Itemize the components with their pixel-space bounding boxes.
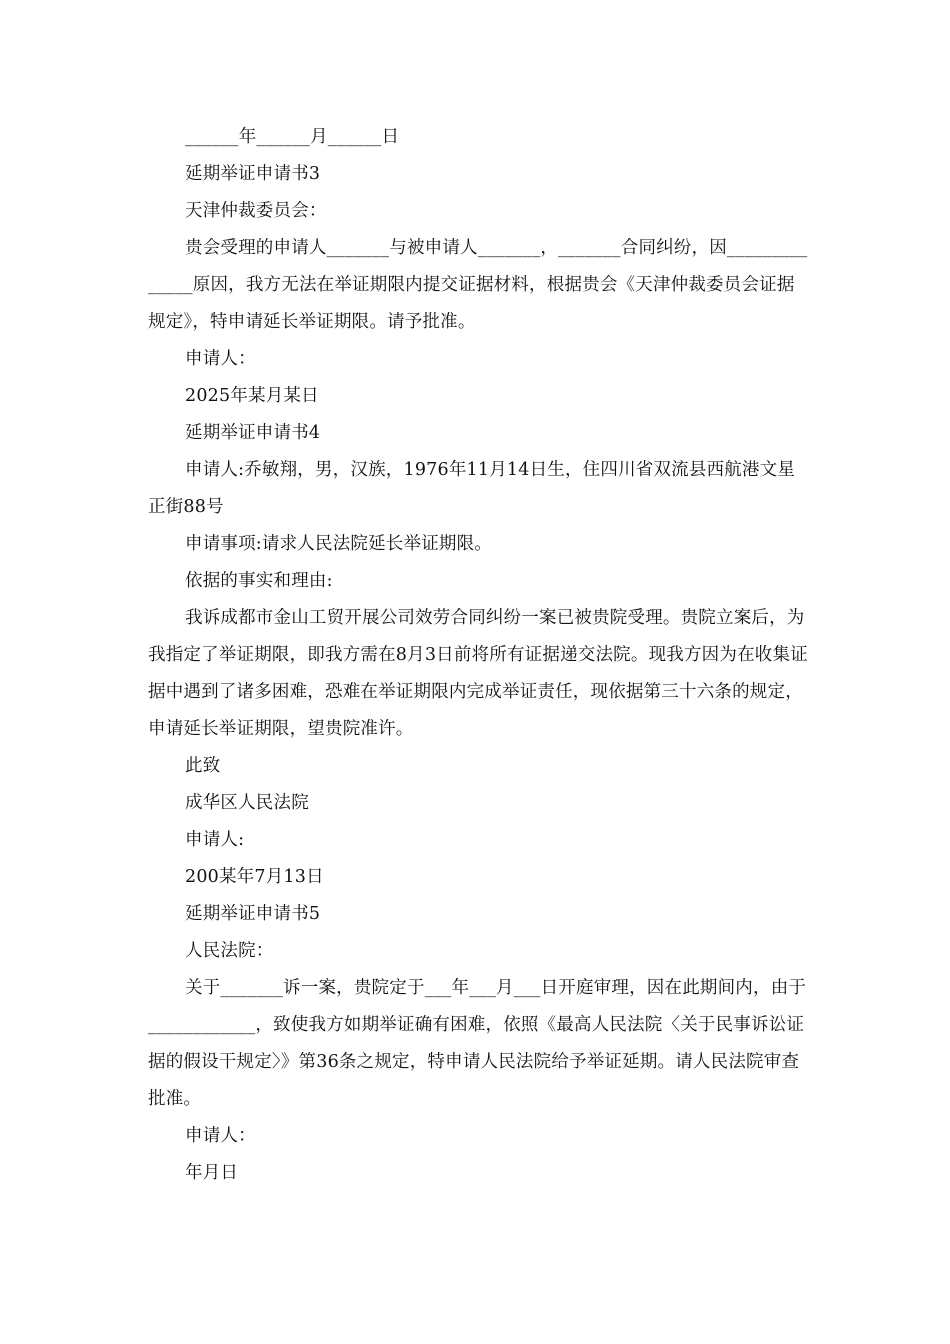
closing-line: 此致 (185, 756, 221, 776)
applicant-label: 申请人： (185, 1126, 256, 1146)
body-paragraph: 贵会受理的申请人_______与被申请人_______，_______合同纠纷，因______________原因，我方无法在举证期限内提交证据材料，根据贵会《天津仲裁委员会证据规定》，特申请延长举证期限。请予批准。 (148, 238, 808, 332)
addressee-line: 天津仲裁委员会： (185, 201, 327, 221)
applicant-label: 申请人: (185, 830, 245, 850)
date-blank-line: ______年______月______日 (185, 127, 400, 147)
body-paragraph: 关于_______诉一案，贵院定于___年___月___日开庭审理，因在此期间内，由于____________，致使我方如期举证确有困难，依照《最高人民法院〈关于民事诉讼证据的假设干规定〉》第36条之规定，特申请人民法院给予举证延期。请人民法院审查批准。 (148, 978, 807, 1109)
applicant-label: 申请人： (185, 349, 256, 369)
date-line: 200某年7月13日 (185, 867, 324, 887)
request-item: 申请事项:请求人民法院延长举证期限。 (185, 534, 492, 554)
date-line: 2025年某月某日 (185, 386, 319, 406)
section-title-5: 延期举证申请书5 (185, 904, 321, 924)
section-title-3: 延期举证申请书3 (185, 164, 321, 184)
addressee-line: 人民法院： (185, 941, 274, 961)
court-name: 成华区人民法院 (185, 793, 309, 813)
body-paragraph: 我诉成都市金山工贸开展公司效劳合同纠纷一案已被贵院受理。贵院立案后，为我指定了举证期限，即我方需在8月3日前将所有证据递交法院。现我方因为在收集证据中遇到了诸多困难，恐难在举证期限内完成举证责任，现依据第三十六条的规定，申请延长举证期限，望贵院准许。 (148, 608, 808, 739)
facts-heading: 依据的事实和理由: (185, 571, 333, 591)
applicant-info: 申请人:乔敏翔，男，汉族，1976年11月14日生，住四川省双流县西航港文星正街88号 (148, 460, 796, 517)
date-line: 年月日 (185, 1163, 239, 1183)
section-title-4: 延期举证申请书4 (185, 423, 321, 443)
